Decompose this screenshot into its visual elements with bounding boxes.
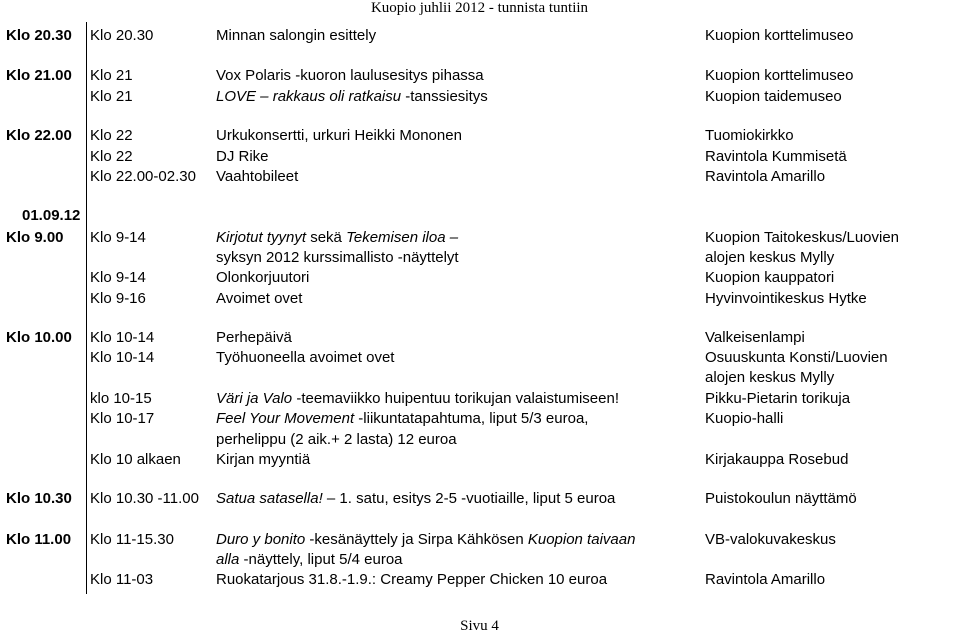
- venue: Kuopio-halli: [705, 410, 784, 427]
- start-hour: Klo 11.00: [6, 531, 72, 548]
- venue: alojen keskus Mylly: [705, 249, 835, 266]
- time-range: klo 10-15: [90, 390, 152, 407]
- schedule-row: [0, 550, 959, 570]
- event-description: [216, 87, 488, 107]
- time-range: Klo 9-14: [90, 229, 146, 246]
- event-text: -näyttely, liput 5/4 euroa: [239, 551, 403, 568]
- event-text: DJ Rike: [216, 148, 269, 165]
- event-text: -teemaviikko huipentuu torikujan valaistumiseen!: [292, 390, 619, 407]
- event-text: sekä: [306, 229, 347, 246]
- venue: Tuomiokirkko: [705, 127, 794, 144]
- event-text: – 1. satu, esitys 2-5 -vuotiaille, liput 5 euroa: [322, 490, 616, 507]
- schedule-row: [0, 368, 959, 388]
- event-description: [216, 248, 459, 268]
- venue: Hyvinvointikeskus Hytke: [705, 290, 867, 307]
- event-description: [216, 268, 309, 288]
- venue: Kuopion korttelimuseo: [705, 27, 854, 44]
- schedule-row: [0, 570, 959, 590]
- start-hour: Klo 10.00: [6, 329, 72, 346]
- event-text: LOVE – rakkaus oli ratkaisu: [216, 88, 402, 105]
- event-text: syksyn 2012 kurssimallisto -näyttelyt: [216, 249, 459, 266]
- event-text: Olonkorjuutori: [216, 269, 310, 286]
- event-text: Kirjotut tyynyt: [216, 229, 307, 246]
- schedule-row: [0, 430, 959, 450]
- event-text: Vaahtobileet: [216, 168, 299, 185]
- event-description: [216, 228, 458, 248]
- event-description: [216, 328, 292, 348]
- event-description: [216, 409, 588, 429]
- start-hour: Klo 10.30: [6, 490, 72, 507]
- event-text: Urkukonsertti, urkuri Heikki Mononen: [216, 127, 462, 144]
- event-text: Perhepäivä: [216, 329, 292, 346]
- event-text: alla: [216, 551, 240, 568]
- document-header: Kuopio juhlii 2012 - tunnista tuntiin: [370, 0, 589, 16]
- venue: Kuopion Taitokeskus/Luovien: [705, 229, 900, 246]
- time-range: Klo 22: [90, 127, 133, 144]
- event-text: Väri ja Valo: [216, 390, 293, 407]
- schedule-row: [0, 489, 959, 509]
- event-description: [216, 570, 607, 590]
- event-text: Kuopion taivaan: [527, 531, 636, 548]
- event-text: Satua satasella!: [216, 490, 323, 507]
- time-range: Klo 11-03: [90, 571, 154, 588]
- schedule-row: [0, 26, 959, 46]
- event-description: [216, 66, 484, 86]
- venue: alojen keskus Mylly: [705, 369, 835, 386]
- event-description: [216, 167, 298, 187]
- schedule-row: [0, 409, 959, 429]
- time-range: Klo 20.30: [90, 27, 154, 44]
- schedule-row: [0, 147, 959, 167]
- event-description: [216, 530, 635, 550]
- time-range: Klo 22.00-02.30: [90, 168, 196, 185]
- start-hour: Klo 22.00: [6, 127, 72, 144]
- schedule-row: [0, 228, 959, 248]
- schedule-row: [0, 389, 959, 409]
- event-description: [216, 126, 462, 146]
- event-text: Ruokatarjous 31.8.-1.9.: Creamy Pepper Chicken 10 euroa: [216, 571, 608, 588]
- event-text: Kirjan myyntiä: [216, 451, 311, 468]
- schedule-row: [0, 328, 959, 348]
- event-text: Duro y bonito: [216, 531, 306, 548]
- event-text: Feel Your Movement: [216, 410, 355, 427]
- schedule-row: [0, 87, 959, 107]
- event-text: Minnan salongin esittely: [216, 27, 377, 44]
- schedule-row: [0, 126, 959, 146]
- time-range: Klo 10 alkaen: [90, 451, 181, 468]
- event-description: [216, 389, 619, 409]
- schedule-row: [0, 289, 959, 309]
- venue: Kuopion korttelimuseo: [705, 67, 854, 84]
- venue: Ravintola Amarillo: [705, 168, 826, 185]
- start-hour: Klo 21.00: [6, 67, 72, 84]
- page-number: Sivu 4: [460, 618, 499, 634]
- venue: Osuuskunta Konsti/Luovien: [705, 349, 888, 366]
- venue: VB-valokuvakeskus: [705, 531, 836, 548]
- time-range: Klo 9-14: [90, 269, 146, 286]
- date-heading: 01.09.12: [22, 207, 81, 224]
- event-description: [216, 348, 394, 368]
- schedule-row: [0, 450, 959, 470]
- event-text: Avoimet ovet: [216, 290, 303, 307]
- venue: Pikku-Pietarin torikuja: [705, 390, 851, 407]
- event-text: Tekemisen iloa –: [346, 229, 459, 246]
- event-text: -tanssiesitys: [401, 88, 488, 105]
- event-description: [216, 26, 376, 46]
- schedule-row: [0, 268, 959, 288]
- time-range: Klo 11-15.30: [90, 531, 174, 548]
- time-range: Klo 10-17: [90, 410, 155, 427]
- venue: Kuopion kauppatori: [705, 269, 835, 286]
- venue: Ravintola Amarillo: [705, 571, 826, 588]
- start-hour: Klo 9.00: [6, 229, 64, 246]
- time-range: Klo 9-16: [90, 290, 146, 307]
- time-range: Klo 10.30 -11.00: [90, 490, 199, 507]
- start-hour: Klo 20.30: [6, 27, 72, 44]
- time-range: Klo 21: [90, 88, 133, 105]
- event-description: [216, 450, 310, 470]
- time-range: Klo 10-14: [90, 329, 155, 346]
- event-text: Vox Polaris -kuoron laulusesitys pihassa: [216, 67, 484, 84]
- event-text: -kesänäyttely ja Sirpa Kähkösen: [305, 531, 528, 548]
- event-description: [216, 430, 457, 450]
- event-description: [216, 289, 302, 309]
- schedule-row: [0, 530, 959, 550]
- event-description: [216, 489, 615, 509]
- time-range: Klo 10-14: [90, 349, 155, 366]
- event-text: Työhuoneella avoimet ovet: [216, 349, 395, 366]
- time-range: Klo 21: [90, 67, 133, 84]
- time-range: Klo 22: [90, 148, 133, 165]
- schedule-row: [0, 348, 959, 368]
- schedule-row: [0, 167, 959, 187]
- event-description: [216, 147, 269, 167]
- venue: Kuopion taidemuseo: [705, 88, 842, 105]
- schedule-row: [0, 66, 959, 86]
- event-text: -liikuntatapahtuma, liput 5/3 euroa,: [354, 410, 589, 427]
- event-text: perhelippu (2 aik.+ 2 lasta) 12 euroa: [216, 431, 457, 448]
- venue: Puistokoulun näyttämö: [705, 490, 857, 507]
- venue: Kirjakauppa Rosebud: [705, 451, 849, 468]
- venue: Ravintola Kummisetä: [705, 148, 847, 165]
- schedule-row: [0, 248, 959, 268]
- venue: Valkeisenlampi: [705, 329, 805, 346]
- event-description: [216, 550, 403, 570]
